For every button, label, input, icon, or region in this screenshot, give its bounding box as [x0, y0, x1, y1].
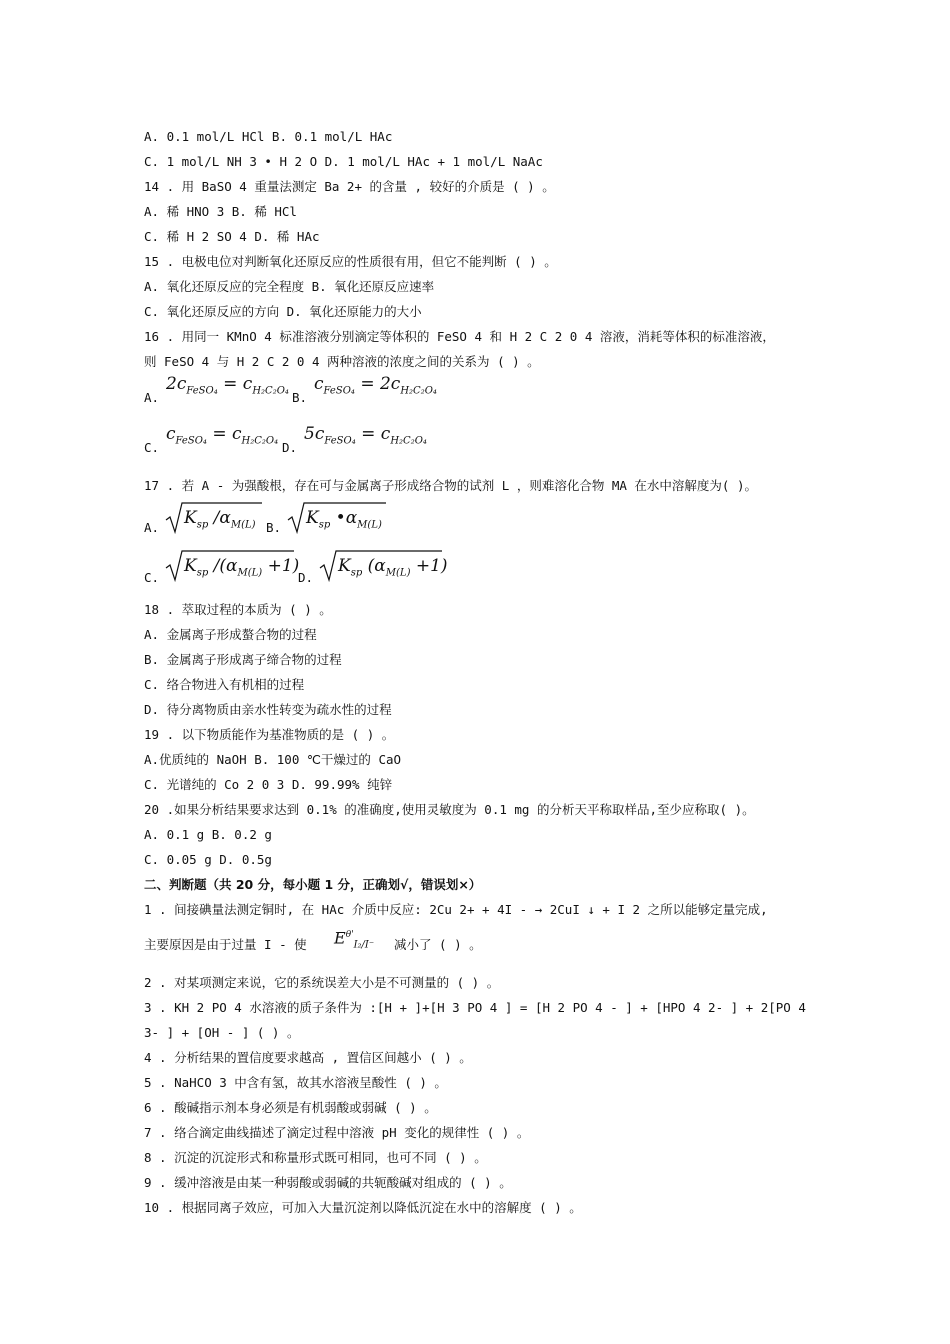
judge-6: 6 . 酸碱指示剂本身必须是有机弱酸或弱碱 ( ) 。: [144, 1100, 437, 1115]
q15-options-cd: C. 氧化还原反应的方向 D. 氧化还原能力的大小: [144, 304, 422, 319]
q16-stem-line1: 16 . 用同一 KMnO 4 标准溶液分别滴定等体积的 FeSO 4 和 H 2 C 2 0 4 溶液，消耗等体积的标准溶液，: [144, 329, 775, 344]
q16-stem-line2: 则 FeSO 4 与 H 2 C 2 0 4 两种溶液的浓度之间的关系为 ( ) 。: [144, 354, 540, 369]
q16-formula-c: $c_{FeSO_4} = c_{H_2C_2O_4}$: [166, 424, 279, 447]
q17-stem: 17 . 若 A - 为强酸根，存在可与金属离子形成络合物的试剂 L ，则难溶化合物 MA 在水中溶解度为( )。: [144, 478, 758, 493]
q16-formula-b: $c_{FeSO_4} = 2c_{H_2C_2O_4}$: [314, 374, 437, 397]
q18-option-c: C. 络合物进入有机相的过程: [144, 677, 305, 692]
q16-label-b: B.: [292, 390, 308, 405]
q14-options-cd: C. 稀 H 2 SO 4 D. 稀 HAc: [144, 229, 320, 244]
q15-options-ab: A. 氧化还原反应的完全程度 B. 氧化还原反应速率: [144, 279, 435, 294]
q17-label-c: C.: [144, 570, 160, 585]
q17-formula-a: $K_{sp}$ $/\alpha_{M(L)}$: [184, 508, 256, 531]
q14-options-ab: A. 稀 HNO 3 B. 稀 HCl: [144, 204, 297, 219]
judge-7: 7 . 络合滴定曲线描述了滴定过程中溶液 pH 变化的规律性 ( ) 。: [144, 1125, 530, 1140]
q16-label-c: C.: [144, 440, 160, 455]
q14-stem: 14 . 用 BaSO 4 重量法测定 Ba 2+ 的含量 , 较好的介质是 ( ) 。: [144, 179, 555, 194]
q15-stem: 15 . 电极电位对判断氧化还原反应的性质很有用，但它不能判断 ( ) 。: [144, 254, 557, 269]
q17-formula-c: $K_{sp}$ $/(\alpha_{M(L)} +1)$: [184, 556, 300, 579]
q20-stem: 20 .如果分析结果要求达到 0.1% 的准确度,使用灵敏度为 0.1 mg 的分析天平称取样品,至少应称取( )。: [144, 802, 755, 817]
q17-label-b: B.: [266, 520, 282, 535]
q20-options-cd: C. 0.05 g D. 0.5g: [144, 852, 272, 867]
judge-9: 9 . 缓冲溶液是由某一种弱酸或弱碱的共轭酸碱对组成的 ( ) 。: [144, 1175, 512, 1190]
q19-stem: 19 . 以下物质能作为基准物质的是 ( ) 。: [144, 727, 395, 742]
judge-1-line1: 1 . 间接碘量法测定铜时, 在 HAc 介质中反应: 2Cu 2+ + 4I - → 2CuI ↓ + I 2 之所以能够定量完成,: [144, 902, 768, 917]
section-heading: 二、判断题（共 20 分，每小题 1 分，正确划√，错误划×）: [144, 877, 482, 892]
judge-1-line2-post: 减小了 ( ) 。: [394, 937, 482, 952]
q18-option-d: D. 待分离物质由亲水性转变为疏水性的过程: [144, 702, 392, 717]
q13-options-cd: C. 1 mol/L NH 3 • H 2 O D. 1 mol/L HAc + 1 mol/L NaAc: [144, 154, 543, 169]
judge-1-potential-formula: $E^{\theta'}_{I_2/I^-}$: [334, 928, 375, 951]
judge-2: 2 . 对某项测定来说，它的系统误差大小是不可测量的 ( ) 。: [144, 975, 500, 990]
judge-1-line2-pre: 主要原因是由于过量 I - 使: [144, 937, 307, 952]
q16-formula-d: $5c_{FeSO_4} = c_{H_2C_2O_4}$: [304, 424, 427, 447]
q13-options-ab: A. 0.1 mol/L HCl B. 0.1 mol/L HAc: [144, 129, 393, 144]
q20-options-ab: A. 0.1 g B. 0.2 g: [144, 827, 272, 842]
judge-3-line1: 3 . KH 2 PO 4 水溶液的质子条件为 :[H + ]+[H 3 PO 4 ] = [H 2 PO 4 - ] + [HPO 4 2- ] + 2[PO 4: [144, 1000, 806, 1015]
judge-5: 5 . NaHCO 3 中含有氢，故其水溶液呈酸性 ( ) 。: [144, 1075, 447, 1090]
q16-label-d: D.: [282, 440, 298, 455]
q17-label-a: A.: [144, 520, 160, 535]
q16-formula-a: $2c_{FeSO_4} = c_{H_2C_2O_4}$: [166, 374, 289, 397]
q19-options-cd: C. 光谱纯的 Co 2 0 3 D. 99.99% 纯锌: [144, 777, 393, 792]
q17-label-d: D.: [298, 570, 314, 585]
q18-option-b: B. 金属离子形成离子缔合物的过程: [144, 652, 342, 667]
q19-options-ab: A.优质纯的 NaOH B. 100 ℃干燥过的 CaO: [144, 752, 402, 767]
q17-formula-d: $K_{sp}$ $(\alpha_{M(L)} +1)$: [338, 556, 448, 579]
judge-10: 10 . 根据同离子效应，可加入大量沉淀剂以降低沉淀在水中的溶解度 ( ) 。: [144, 1200, 582, 1215]
judge-8: 8 . 沉淀的沉淀形式和称量形式既可相同，也可不同 ( ) 。: [144, 1150, 487, 1165]
judge-3-line2: 3- ] + [OH - ] ( ) 。: [144, 1025, 300, 1040]
q16-label-a: A.: [144, 390, 160, 405]
q18-option-a: A. 金属离子形成螯合物的过程: [144, 627, 317, 642]
q17-formula-b: $K_{sp}$ $•\alpha_{M(L)}$: [306, 508, 382, 531]
q18-stem: 18 . 萃取过程的本质为 ( ) 。: [144, 602, 332, 617]
judge-4: 4 . 分析结果的置信度要求越高 , 置信区间越小 ( ) 。: [144, 1050, 472, 1065]
